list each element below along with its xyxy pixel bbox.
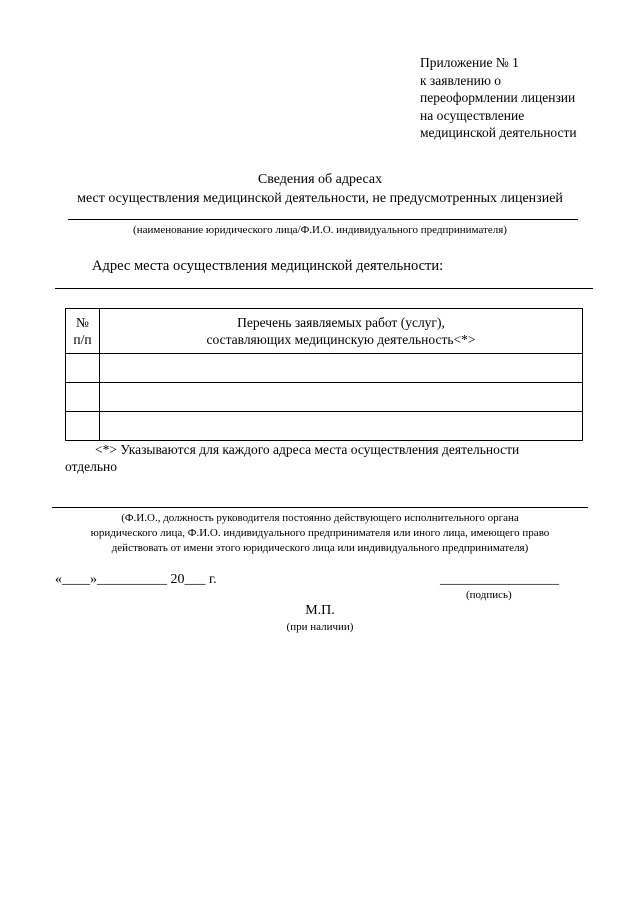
- appendix-note: [420, 54, 620, 142]
- stamp-label: М.П.: [305, 603, 335, 618]
- head-caption-line3: действовать от имени этого юридического лица или индивидуального предпринимателя): [111, 542, 529, 554]
- address-label: Адрес места осуществления медицинской деятельности:: [92, 258, 444, 274]
- date-field[interactable]: «____»__________ 20___ г.: [55, 572, 217, 587]
- row-works-cell[interactable]: [100, 412, 583, 441]
- table-header-row: [66, 309, 583, 354]
- footnote-line1: <*> Указываются для каждого адреса места осуществления деятельности: [95, 442, 520, 457]
- head-name-field[interactable]: [52, 507, 588, 508]
- signature-field[interactable]: _________________: [440, 572, 559, 587]
- appendix-line: на осуществление: [420, 107, 525, 123]
- num-column-header: № п/п: [66, 309, 100, 354]
- stamp-note: (при наличии): [286, 621, 354, 633]
- document-title-line1: Сведения об адресах: [257, 172, 383, 187]
- row-works-cell[interactable]: [100, 383, 583, 412]
- document-title-line2: мест осуществления медицинской деятельности, не предусмотренных лицензией: [77, 191, 563, 206]
- works-column-header: Перечень заявляемых работ (услуг), составляющих медицинскую деятельность<*>: [100, 309, 583, 354]
- row-works-cell[interactable]: [100, 354, 583, 383]
- appendix-line: переоформлении лицензии: [420, 90, 576, 105]
- row-num-cell[interactable]: [66, 412, 100, 441]
- appendix-line: медицинской деятельности: [420, 125, 577, 140]
- org-name-field[interactable]: [68, 219, 578, 220]
- footnote: [65, 441, 593, 475]
- appendix-line: к заявлению о: [420, 72, 502, 88]
- row-num-cell[interactable]: [66, 383, 100, 412]
- signature-label: (подпись): [466, 589, 512, 601]
- footnote-line2: отдельно: [65, 459, 118, 474]
- head-caption-line1: (Ф.И.О., должность руководителя постоянно действующего исполнительного органа: [121, 512, 519, 524]
- table-row: [66, 354, 583, 383]
- appendix-line: Приложение № 1: [420, 55, 519, 70]
- table-row: [66, 412, 583, 441]
- org-name-caption: (наименование юридического лица/Ф.И.О. индивидуального предпринимателя): [133, 224, 507, 236]
- row-num-cell[interactable]: [66, 354, 100, 383]
- head-caption-line2: юридического лица, Ф.И.О. индивидуального предпринимателя или иного лица, имеющего право: [90, 527, 550, 539]
- head-caption: [40, 511, 600, 556]
- table-row: [66, 383, 583, 412]
- works-table: [65, 308, 583, 441]
- address-field[interactable]: [55, 288, 593, 289]
